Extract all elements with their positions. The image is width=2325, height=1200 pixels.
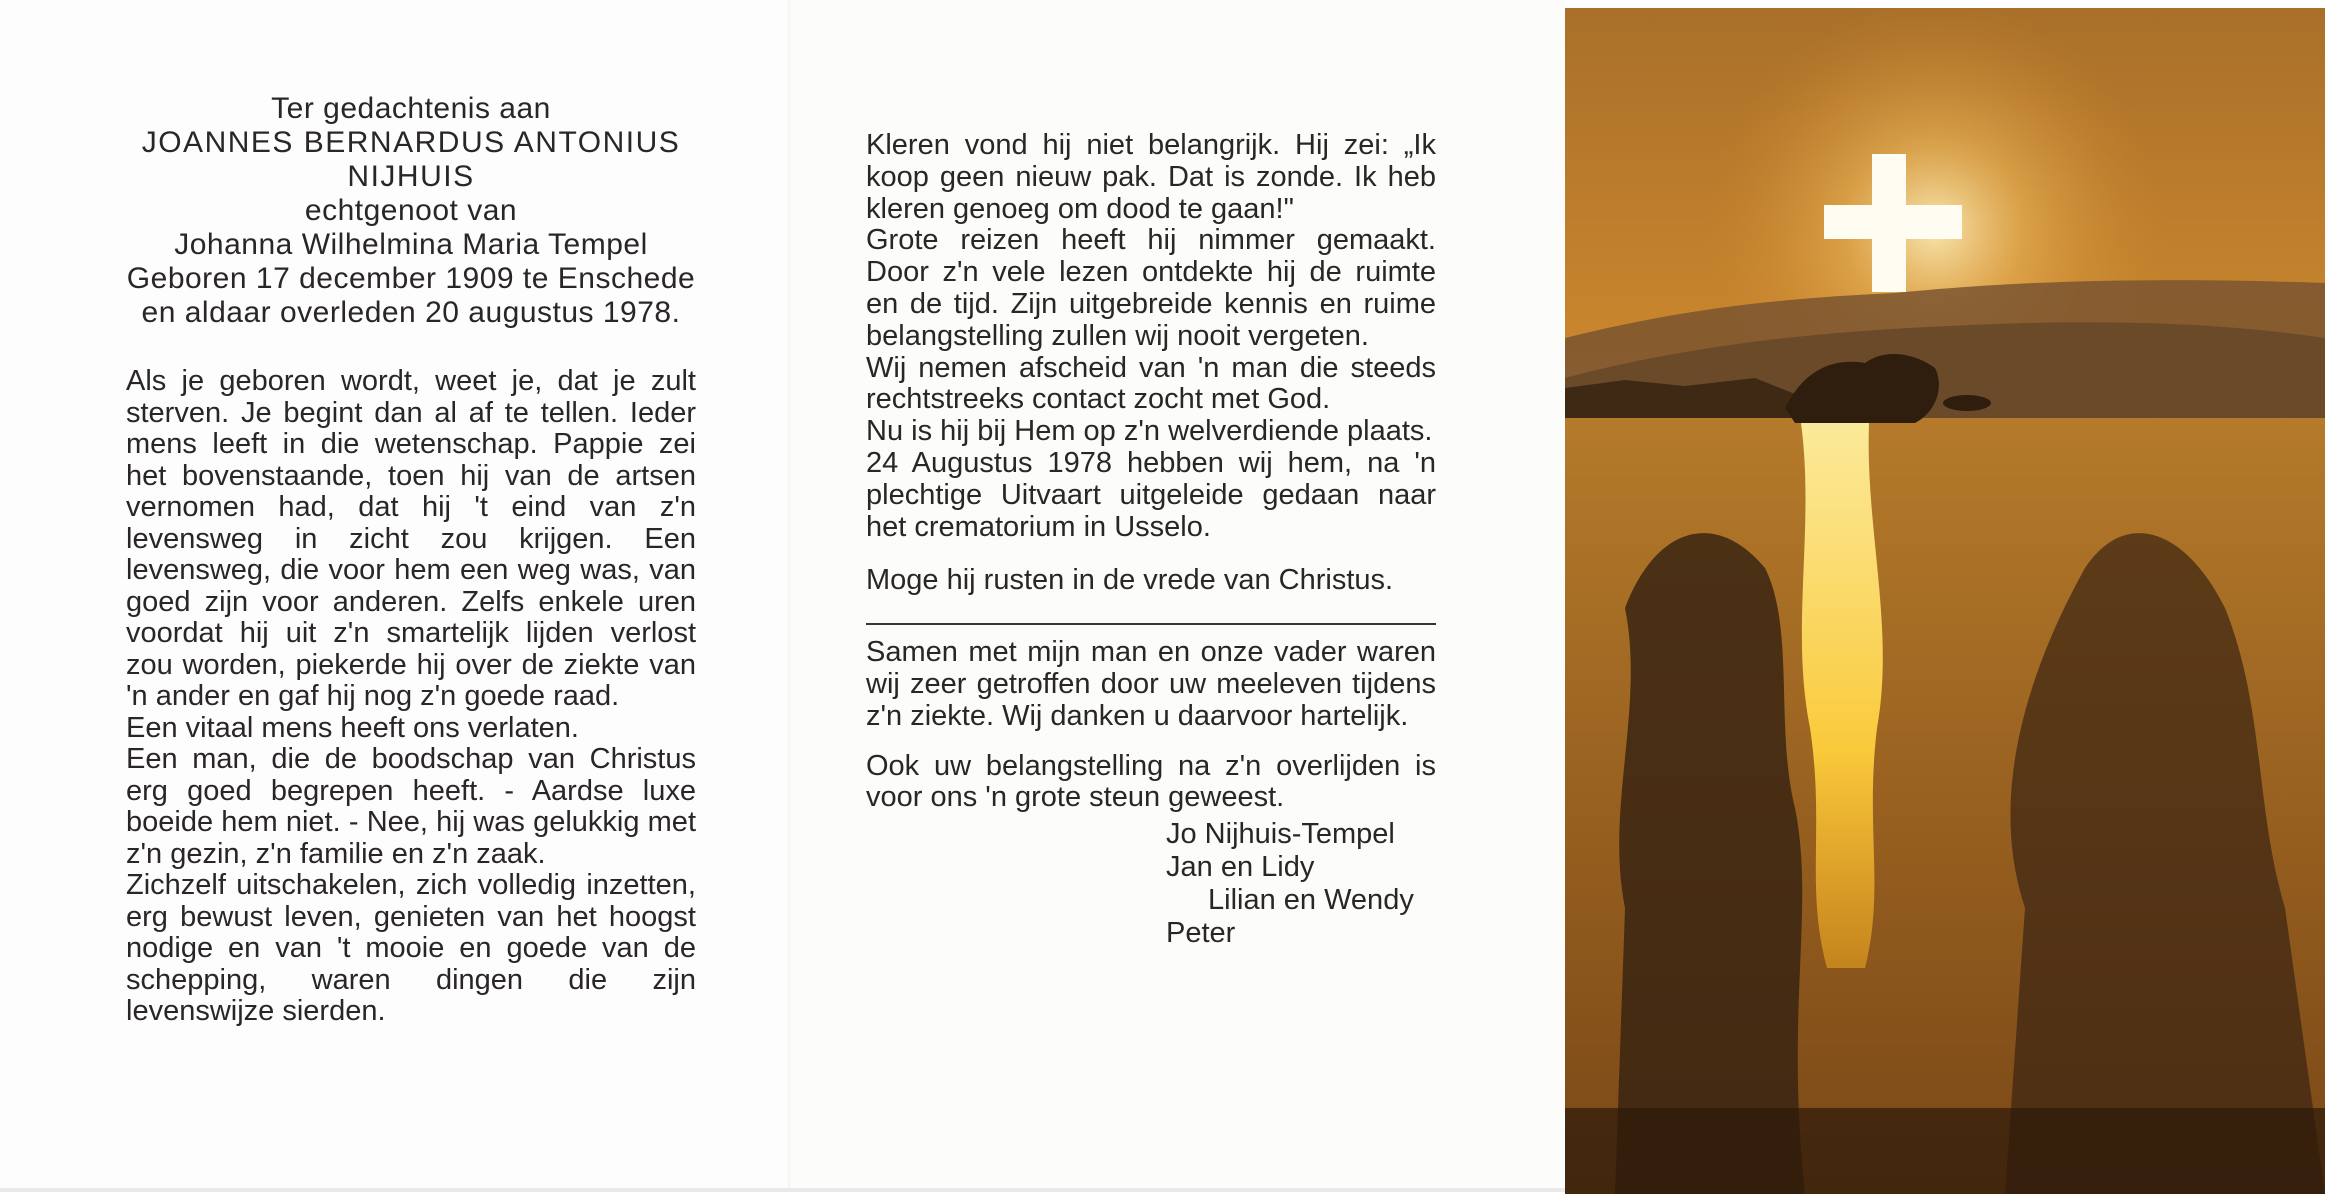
thanks-paragraph: Ook uw belangstelling na z'n overlijden is voor ons 'n grote steun geweest.	[866, 749, 1436, 814]
memorial-heading	[126, 92, 696, 330]
left-body	[126, 366, 696, 1028]
thanks-paragraph: Samen met mijn man en onze vader waren wij zeer getroffen door uw meeleven tijdens z'n ziekte. Wij danken u daarvoor hartelijk.	[866, 636, 1436, 732]
fold-line	[788, 0, 790, 1190]
signature-line: Lilian en Wendy	[1208, 884, 1414, 917]
sunset-lake-image	[1565, 8, 2325, 1194]
mid-paragraph: Kleren vond hij niet belangrijk. Hij zei: „Ik koop geen nieuw pak. Dat is zonde. Ik heb kleren genoeg om dood te gaan!"	[866, 129, 1436, 225]
mid-paragraph: Grote reizen heeft hij nimmer gemaakt. Door z'n vele lezen ontdekte hij de ruimte en de tijd. Zijn uitgebreide kennis en ruime belangstelling zullen wij nooit vergeten.	[866, 224, 1436, 352]
signatures	[1166, 818, 1436, 950]
spouse-name: Johanna Wilhelmina Maria Tempel	[174, 228, 648, 261]
foreground	[1565, 1108, 2325, 1194]
deceased-name-line2: NIJHUIS	[347, 160, 475, 193]
left-paragraph: Een man, die de boodschap van Christus erg goed begrepen heeft. - Aardse luxe boeide hem niet. - Nee, hij was gelukkig met z'n gezin, z'n familie en z'n zaak.	[126, 743, 696, 870]
sunset-lake-photo	[1565, 8, 2325, 1194]
signature-line: Peter	[1166, 917, 1236, 950]
left-paragraph: Als je geboren wordt, weet je, dat je zult sterven. Je begint dan al af te tellen. Ieder mens leeft in die wetenschap. Pappie zei het bovenstaande, toen hij van de artsen vernomen had, dat hij 't eind van z'n levensweg in zicht zou krijgen. Een levensweg, die voor hem een weg was, van goed zijn voor anderen. Zelfs enkele uren voordat hij uit z'n smartelijk lijden verlost zou worden, piekerde hij over de ziekte van 'n ander en gaf hij nog z'n goede raad.	[126, 365, 696, 712]
death-line: en aldaar overleden 20 augustus 1978.	[141, 296, 681, 329]
left-tree	[1615, 533, 1805, 1194]
middle-text-column	[866, 130, 1436, 950]
heading-intro: Ter gedachtenis aan	[271, 92, 551, 125]
mid-paragraph: Wij nemen afscheid van 'n man die steeds rechtstreeks contact zocht met God.	[866, 351, 1436, 416]
left-paragraph: Een vitaal mens heeft ons verlaten.	[126, 711, 579, 744]
birth-line: Geboren 17 december 1909 te Enschede	[126, 262, 696, 295]
divider-rule	[866, 623, 1436, 625]
signature-line: Jan en Lidy	[1166, 851, 1315, 884]
mid-paragraph: Nu is hij bij Hem op z'n welverdiende plaats.	[866, 415, 1433, 448]
blessing: Moge hij rusten in de vrede van Christus.	[866, 564, 1394, 597]
left-paragraph: Zichzelf uitschakelen, zich volledig inzetten, erg bewust leven, genieten van het hoogst nodige en van 't mooie en goede van de schepping, waren dingen die zijn levenswijze sierden.	[126, 869, 696, 1027]
mid-paragraph: 24 Augustus 1978 hebben wij hem, na 'n plechtige Uitvaart uitgeleide gedaan naar het crematorium in Usselo.	[866, 446, 1436, 543]
deceased-name-line1: JOANNES BERNARDUS ANTONIUS	[141, 126, 681, 159]
left-text-column	[126, 92, 696, 1028]
card-shadow	[0, 1188, 1565, 1192]
spouse-label: echtgenoot van	[304, 194, 518, 227]
small-island	[1943, 395, 1991, 411]
signature-line: Jo Nijhuis-Tempel	[1166, 818, 1395, 851]
